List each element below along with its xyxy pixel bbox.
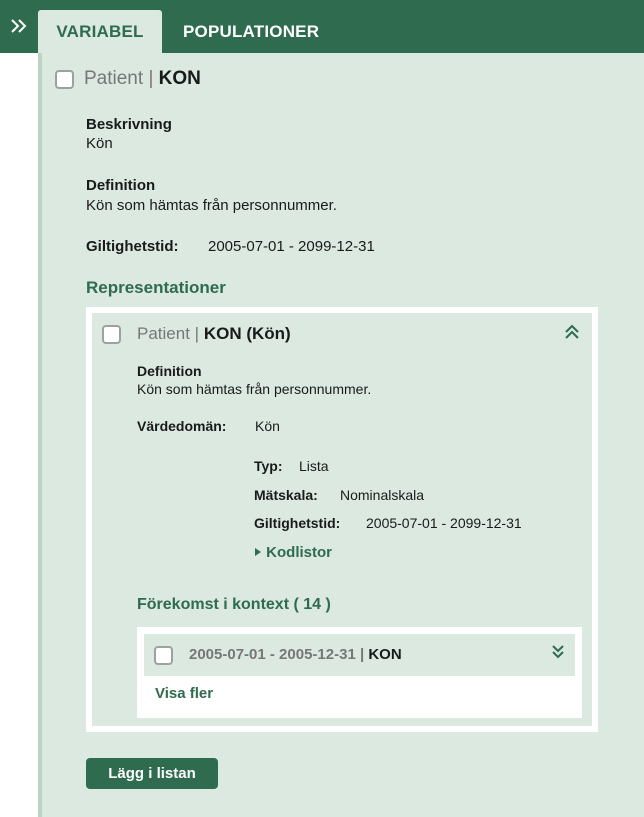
double-chevron-up-icon xyxy=(563,323,581,341)
tab-variabel[interactable]: VARIABEL xyxy=(38,10,162,53)
representation-separator: | xyxy=(194,324,200,343)
description-label: Beskrivning xyxy=(86,116,172,133)
representation-title xyxy=(137,324,291,344)
panel-left-border xyxy=(38,53,42,817)
variable-title xyxy=(84,68,201,90)
variable-checkbox[interactable] xyxy=(55,70,74,89)
validity-value: 2005-07-01 - 2099-12-31 xyxy=(208,238,375,255)
representation-definition-value: Kön som hämtas från personnummer. xyxy=(137,381,372,397)
scale-value: Nominalskala xyxy=(340,487,425,503)
type-label: Typ: xyxy=(254,458,283,474)
variable-name: KON xyxy=(158,68,201,89)
representations-title: Representationer xyxy=(86,278,226,297)
representation-validity-value: 2005-07-01 - 2099-12-31 xyxy=(366,515,522,531)
triangle-right-icon xyxy=(254,547,262,557)
representation-checkbox[interactable] xyxy=(102,325,121,344)
representation-definition-label: Definition xyxy=(137,363,202,379)
context-row-name: KON xyxy=(368,646,402,663)
type-value: Lista xyxy=(299,458,329,474)
value-domain-label: Värdedomän: xyxy=(137,418,227,434)
value-domain-value: Kön xyxy=(255,418,280,434)
context-row-period: 2005-07-01 - 2005-12-31 xyxy=(189,646,356,663)
codelists-label: Kodlistor xyxy=(266,544,333,561)
expand-context-row-button[interactable] xyxy=(550,643,566,664)
definition-value: Kön som hämtas från personnummer. xyxy=(86,197,337,214)
variable-separator: | xyxy=(148,68,154,89)
representation-name: KON (Kön) xyxy=(203,324,291,343)
context-row-separator: | xyxy=(359,646,365,663)
definition-label: Definition xyxy=(86,177,156,194)
show-more-link[interactable]: Visa fler xyxy=(155,685,214,702)
expand-sidebar-button[interactable] xyxy=(6,13,32,39)
validity-label: Giltighetstid: xyxy=(86,238,179,255)
double-chevron-down-icon xyxy=(550,643,566,659)
collapse-representation-button[interactable] xyxy=(563,323,581,346)
description-value: Kön xyxy=(86,135,113,152)
tab-populationer[interactable]: POPULATIONER xyxy=(183,21,320,41)
scale-label: Mätskala: xyxy=(254,487,318,503)
add-to-list-button[interactable]: Lägg i listan xyxy=(86,758,218,789)
codelists-link[interactable] xyxy=(254,544,332,561)
representation-validity-label: Giltighetstid: xyxy=(254,515,341,531)
context-title: Förekomst i kontext ( 14 ) xyxy=(137,596,331,613)
context-row-checkbox[interactable] xyxy=(154,646,173,665)
context-row-title xyxy=(189,646,402,663)
representation-entity: Patient xyxy=(137,324,190,343)
double-chevron-right-icon xyxy=(9,16,29,36)
variable-entity: Patient xyxy=(84,68,144,89)
